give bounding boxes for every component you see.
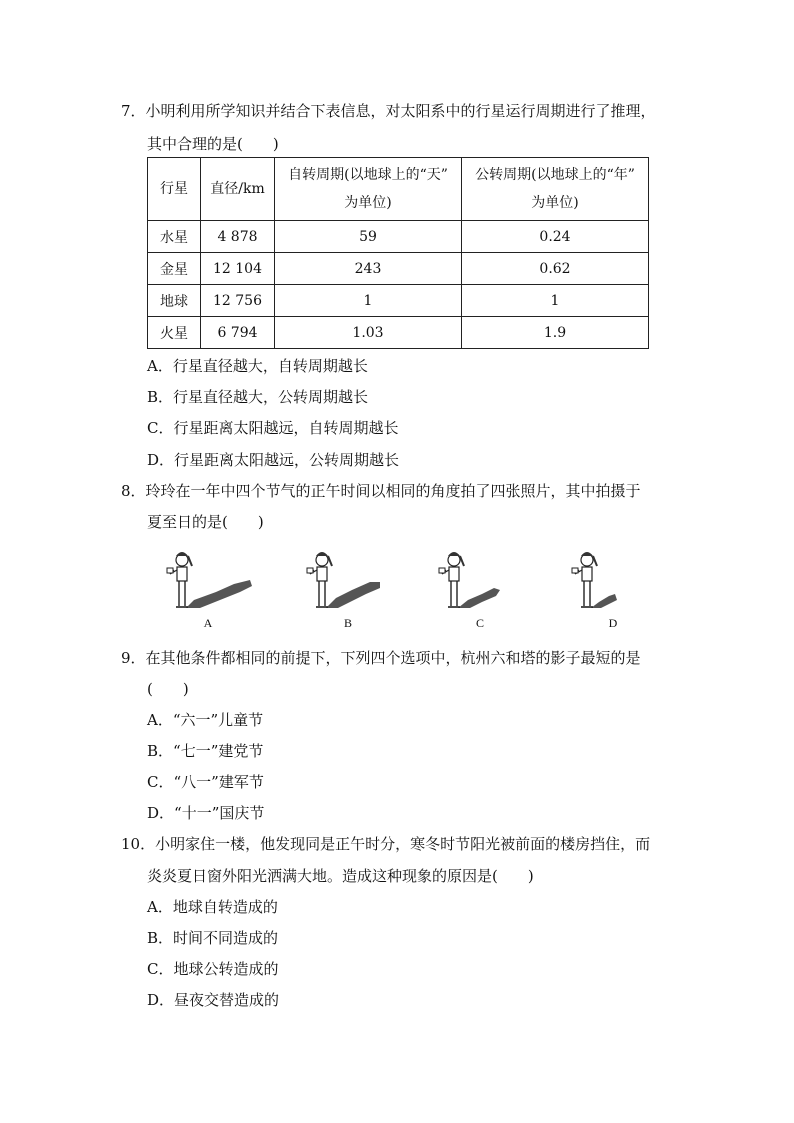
q10-stem-line2: 炎炎夏日窗外阳光洒满大地。造成这种现象的原因是( ) [147,867,534,885]
table-header-cell: 直径/km [201,158,275,221]
table-row [148,221,649,253]
table-cell: 水星 [148,221,201,253]
q7-stem-line1: 7．小明利用所学知识并结合下表信息，对太阳系中的行星运行周期进行了推理， [121,102,656,120]
table-cell: 4 878 [201,221,275,253]
girl-long-shadow-illustration [160,540,260,620]
table-cell: 1.9 [462,317,649,349]
q9-option-c[interactable]: C．“八一”建军节 [147,773,264,791]
planet-table [147,157,649,349]
figure-c[interactable] [432,540,532,635]
figure-label: C [475,616,484,630]
q10-option-b[interactable]: B．时间不同造成的 [147,929,279,947]
table-cell: 金星 [148,253,201,285]
q10-stem-line1: 10．小明家住一楼，他发现同是正午时分，寒冬时节阳光被前面的楼房挡住，而 [121,835,651,853]
table-row [148,317,649,349]
q7-option-b[interactable]: B．行星直径越大，公转周期越长 [147,388,369,406]
girl-short-shadow-illustration [432,540,532,620]
table-row [148,253,649,285]
figure-label: D [608,616,618,630]
table-cell: 12 756 [201,285,275,317]
table-row [148,285,649,317]
q10-option-d[interactable]: D．昼夜交替造成的 [147,991,280,1009]
table-cell: 1.03 [275,317,462,349]
q7-stem-line2: 其中合理的是( ) [147,135,279,153]
figure-label: A [203,616,213,630]
shadow-figures [160,540,660,635]
q10-option-c[interactable]: C．地球公转造成的 [147,960,279,978]
table-header-cell: 行星 [148,158,201,221]
q10-option-a[interactable]: A．地球自转造成的 [147,898,278,916]
girl-shortest-shadow-illustration [565,540,665,620]
q8-stem-line1: 8．玲玲在一年中四个节气的正午时间以相同的角度拍了四张照片，其中拍摄于 [121,482,641,500]
q9-option-a[interactable]: A．“六一”儿童节 [147,711,264,729]
q9-stem-line1: 9．在其他条件都相同的前提下，下列四个选项中，杭州六和塔的影子最短的是 [121,649,641,667]
q7-option-d[interactable]: D．行星距离太阳越远，公转周期越长 [147,451,400,469]
table-header-row [148,158,649,221]
table-cell: 6 794 [201,317,275,349]
figure-label: B [343,616,352,630]
figure-a[interactable] [160,540,260,635]
table-cell: 0.62 [462,253,649,285]
table-cell: 1 [462,285,649,317]
table-cell: 12 104 [201,253,275,285]
girl-medium-shadow-illustration [300,540,400,620]
q9-stem-line2: ( ) [147,680,189,698]
table-cell: 243 [275,253,462,285]
q7-option-a[interactable]: A．行星直径越大，自转周期越长 [147,357,368,375]
q8-stem-line2: 夏至日的是( ) [147,513,264,531]
q9-option-d[interactable]: D．“十一”国庆节 [147,804,265,822]
q7-option-c[interactable]: C．行星距离太阳越远，自转周期越长 [147,419,399,437]
table-cell: 火星 [148,317,201,349]
figure-d[interactable] [565,540,665,635]
table-cell: 0.24 [462,221,649,253]
q9-option-b[interactable]: B．“七一”建党节 [147,742,264,760]
figure-b[interactable] [300,540,400,635]
table-cell: 59 [275,221,462,253]
table-cell: 地球 [148,285,201,317]
table-cell: 1 [275,285,462,317]
table-header-cell: 自转周期(以地球上的“天” 为单位) [275,158,462,221]
table-header-cell: 公转周期(以地球上的“年” 为单位) [462,158,649,221]
